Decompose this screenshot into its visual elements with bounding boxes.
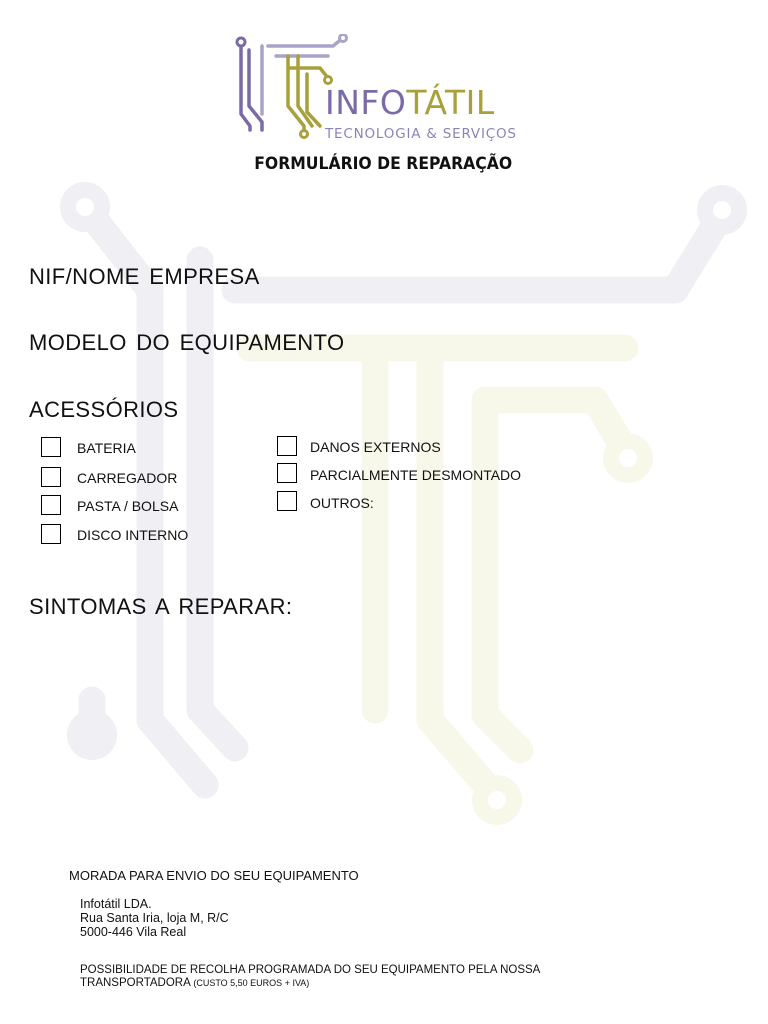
checkbox-label-disco-interno: DISCO INTERNO	[77, 527, 189, 543]
checkbox-pasta-bolsa[interactable]	[41, 495, 61, 515]
pickup-carrier: TRANSPORTADORA	[80, 977, 191, 989]
pickup-line-2	[80, 977, 540, 990]
address-line-company: Infotátil LDA.	[80, 897, 152, 911]
shipping-heading: MORADA PARA ENVIO DO SEU EQUIPAMENTO	[69, 868, 359, 883]
field-label-sintomas: SINTOMAS A REPARAR:	[29, 594, 293, 619]
field-label-acessorios: ACESSÓRIOS	[29, 397, 179, 422]
checkbox-danos-externos[interactable]	[277, 436, 297, 456]
pickup-line-1: POSSIBILIDADE DE RECOLHA PROGRAMADA DO SEU EQUIPAMENTO PELA NOSSA	[80, 964, 541, 976]
form-title: FORMULÁRIO DE REPARAÇÃO	[254, 154, 513, 174]
logo-name-part1: INFO	[325, 83, 407, 122]
address-block	[80, 897, 229, 939]
address-line-city: 5000-446 Vila Real	[80, 925, 187, 939]
logo-wordmark	[325, 83, 495, 122]
checkbox-carregador[interactable]	[41, 467, 61, 487]
checkbox-label-danos-externos: DANOS EXTERNOS	[310, 439, 441, 455]
address-line-street: Rua Santa Iria, loja M, R/C	[80, 911, 229, 925]
checkbox-disco-interno[interactable]	[41, 524, 61, 544]
field-label-nif: NIF/NOME EMPRESA	[29, 264, 260, 289]
checkbox-label-outros: OUTROS:	[310, 495, 374, 511]
checkbox-label-carregador: CARREGADOR	[77, 470, 178, 486]
checkbox-outros[interactable]	[277, 491, 297, 511]
field-label-modelo: MODELO DO EQUIPAMENTO	[29, 330, 345, 355]
logo-subtitle: TECNOLOGIA & SERVIÇOS	[325, 126, 517, 142]
logo-name-part2: TÁTIL	[406, 83, 495, 122]
checkbox-label-parcialmente-desmontado: PARCIALMENTE DESMONTADO	[310, 467, 522, 483]
checkbox-parcialmente-desmontado[interactable]	[277, 463, 297, 483]
checkbox-bateria[interactable]	[41, 437, 61, 457]
checkbox-label-pasta-bolsa: PASTA / BOLSA	[77, 498, 179, 514]
pickup-cost: (CUSTO 5,50 EUROS + IVA)	[193, 978, 310, 988]
checkbox-label-bateria: BATERIA	[77, 440, 136, 456]
pickup-notice	[80, 964, 540, 990]
